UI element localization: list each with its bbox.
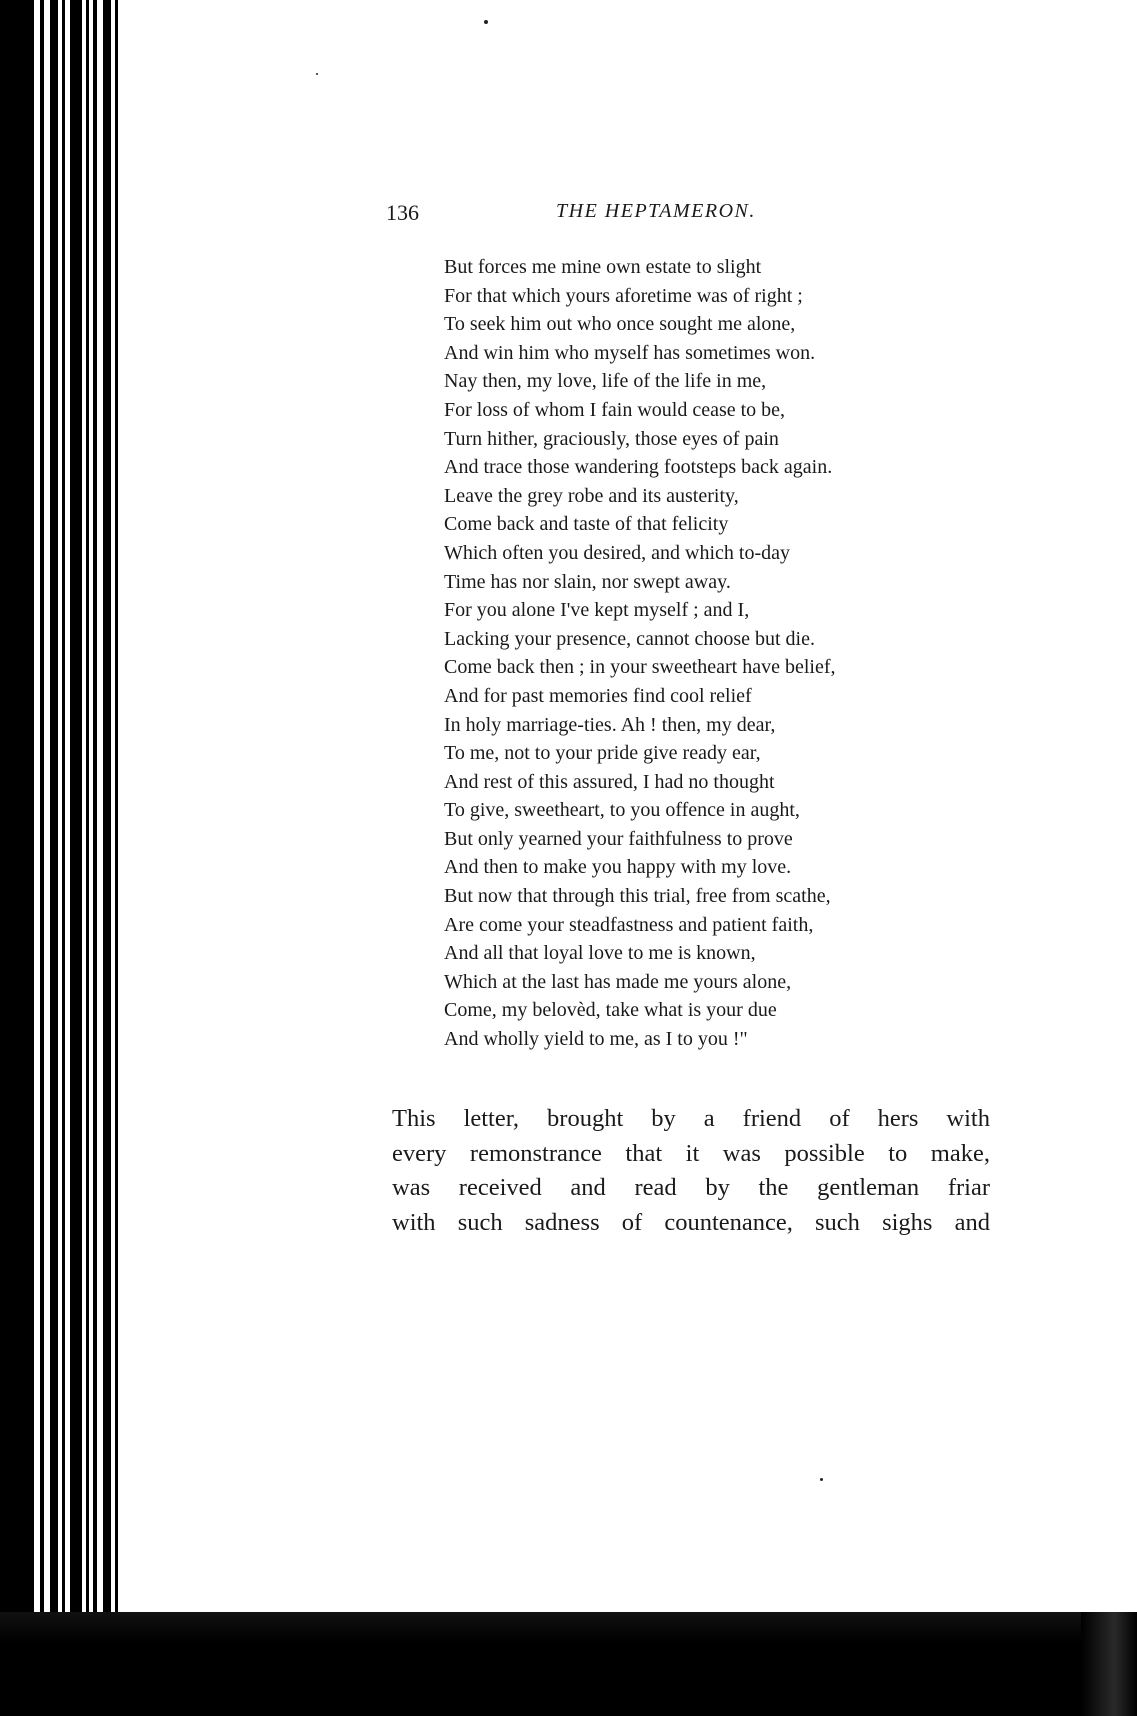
poem-line: Come back and taste of that felicity (444, 513, 729, 536)
binding-gutter (0, 0, 122, 1716)
poem-line: But now that through this trial, free from scathe, (444, 885, 831, 908)
running-head (386, 200, 986, 234)
poem-line: And rest of this assured, I had no thought (444, 770, 775, 793)
poem-line: But forces me mine own estate to slight (444, 256, 762, 278)
scan-speck (820, 1478, 823, 1481)
prose-line: every remonstrance that it was possible to make, (392, 1139, 990, 1167)
page-curl (1081, 1612, 1137, 1716)
poem-line: Which at the last has made me yours alone, (444, 970, 792, 993)
poem-line: And all that loyal love to me is known, (444, 942, 756, 965)
page-number: 136 (386, 200, 419, 225)
poem-line: In holy marriage-ties. Ah ! then, my dear, (444, 713, 776, 736)
poem-line: To me, not to your pride give ready ear, (444, 742, 761, 765)
poem-line: Which often you desired, and which to-day (444, 541, 791, 564)
prose-line: was received and read by the gentleman friar (392, 1174, 990, 1201)
poem-line: To give, sweetheart, to you offence in aught, (444, 799, 800, 822)
poem-line: And for past memories find cool relief (444, 684, 752, 707)
poem-line: For that which yours aforetime was of right ; (444, 284, 803, 307)
poem-line: And then to make you happy with my love. (444, 856, 792, 879)
poem-line: For loss of whom I fain would cease to be, (444, 398, 786, 421)
scan-speck (484, 20, 488, 24)
poem-line: Are come your steadfastness and patient faith, (444, 913, 814, 936)
poem-line: Turn hither, graciously, those eyes of pain (444, 427, 779, 450)
poem-line: And wholly yield to me, as I to you !" (444, 1028, 748, 1051)
poem-line: Come, my belovèd, take what is your due (444, 999, 777, 1022)
prose-line: This letter, brought by a friend of hers with (392, 1105, 990, 1132)
poem-line: For you alone I've kept myself ; and I, (444, 599, 750, 622)
running-title: THE HEPTAMERON. (556, 200, 756, 222)
prose-paragraph (392, 1102, 990, 1240)
poem-line: And win him who myself has sometimes won. (444, 341, 816, 364)
poem-line: And trace those wandering footsteps back again. (444, 456, 833, 479)
poem-line: Come back then ; in your sweetheart have belief, (444, 656, 836, 679)
poem-line: Time has nor slain, nor swept away. (444, 570, 731, 593)
poem-line: Leave the grey robe and its austerity, (444, 484, 739, 507)
poem-line: But only yearned your faithfulness to prove (444, 827, 793, 850)
poem-line: Lacking your presence, cannot choose but die. (444, 627, 815, 650)
prose-line: with such sadness of countenance, such sighs and (392, 1208, 990, 1236)
bottom-scan-shadow (0, 1612, 1137, 1716)
poem-block (444, 253, 1044, 1054)
scan-speck (316, 73, 318, 75)
poem-line: To seek him out who once sought me alone, (444, 313, 796, 336)
poem-line: Nay then, my love, life of the life in me, (444, 370, 767, 393)
